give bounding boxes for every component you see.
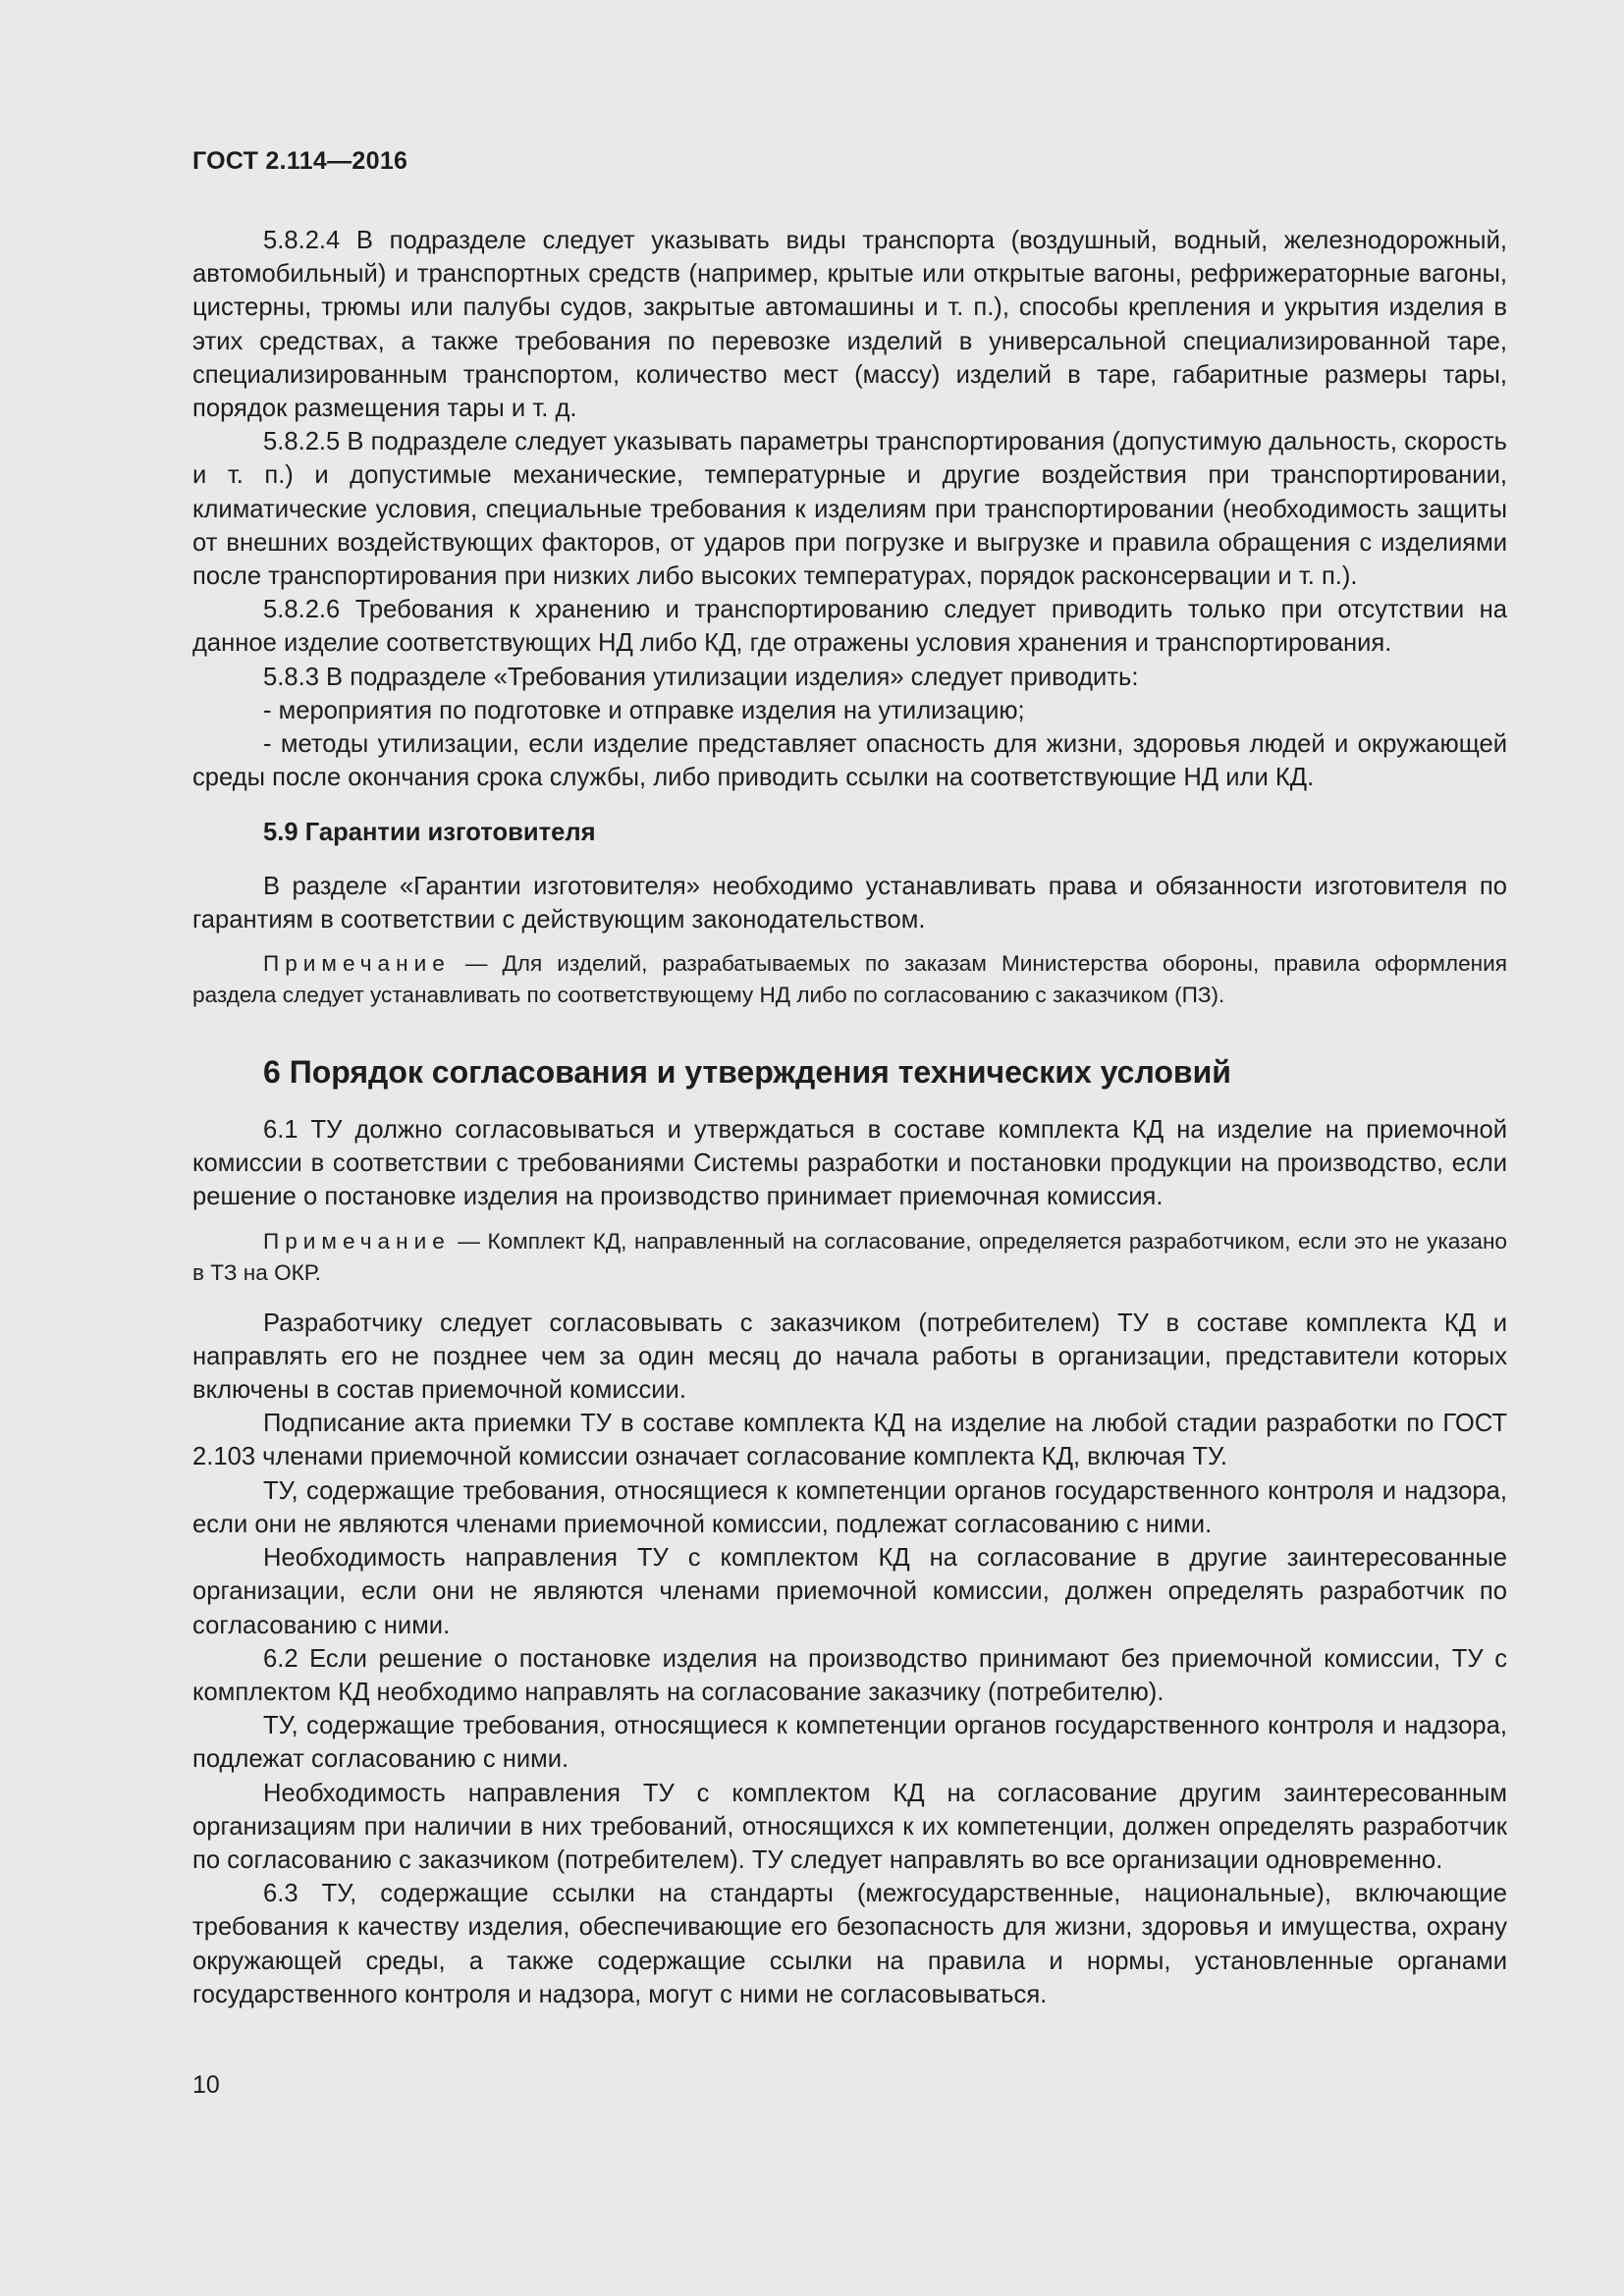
list-item: - мероприятия по подготовке и отправке изделия на утилизацию; (263, 696, 1025, 724)
paragraph-6-2: 6.2 Если решение о постановке изделия на производство принимают без приемочной комиссии, ТУ с комплектом КД необходимо направлять на согласование заказчику (потребителю). (192, 1644, 1507, 1706)
paragraph: ТУ, содержащие требования, относящиеся к компетенции органов государственного контроля и надзора, подлежат согласованию с ними. (192, 1712, 1507, 1774)
note-label: Примечание (263, 1228, 451, 1254)
list-item: - методы утилизации, если изделие представляет опасность для жизни, здоровья людей и окружающей среды после окончания срока службы, либо приводить ссылки на соответствующие НД или КД. (192, 730, 1507, 792)
paragraph-5-8-2-4: 5.8.2.4 В подразделе следует указывать виды транспорта (воздушный, водный, железнодорожный, автомобильный) и транспортных средств (например, крытые или открытые вагоны, рефрижераторные вагоны, цистерны, трюмы или палубы судов, закрытые автомашины и т. п.), способы крепления и укрытия изделия в этих средствах, а также требования по перевозке изделий в универсальной специализированной таре, специализированным транспортом, количество мест (массу) изделий в таре, габаритные размеры тары, порядок размещения тары и т. д. (192, 227, 1507, 423)
note-5-9 (192, 948, 1507, 1011)
paragraph: Необходимость направления ТУ с комплектом КД на согласование в другие заинтересованные организации, если они не являются членами приемочной комиссии, должен определять разработчик по согласованию с ними. (192, 1544, 1507, 1639)
note-label: Примечание (263, 951, 451, 977)
paragraph: Разработчику следует согласовывать с заказчиком (потребителем) ТУ в составе комплекта КД и направлять его не позднее чем за один месяц до начала работы в организации, представители которых включены в состав приемочной комиссии. (192, 1308, 1507, 1405)
section-title-5-9: 5.9 Гарантии изготовителя (263, 819, 596, 847)
paragraph-6-3: 6.3 ТУ, содержащие ссылки на стандарты (межгосударственные, национальные), включающие требования к качеству изделия, обеспечивающие его безопасность для жизни, здоровья и имущества, охрану окружающей среды, а также содержащие ссылки на правила и нормы, установленные органами государственного контроля и надзора, могут с ними не согласовываться. (192, 1880, 1507, 2008)
note-text: Для изделий, разрабатываемых по заказам Министерства обороны, правила оформления раздела следует устанавливать по соответствующему НД либо по согласованию с заказчиком (ПЗ). (192, 951, 1507, 1008)
chapter-title-6: 6 Порядок согласования и утверждения технических условий (263, 1054, 1231, 1091)
document-header: ГОСТ 2.114—2016 (192, 147, 408, 175)
paragraph: Подписание акта приемки ТУ в составе комплекта КД на изделие на любой стадии разработки по ГОСТ 2.103 членами приемочной комиссии означает согласование комплекта КД, включая ТУ. (192, 1410, 1507, 1471)
paragraph-5-9: В разделе «Гарантии изготовителя» необходимо устанавливать права и обязанности изготовителя по гарантиям в соответствии с действующим законодательством. (192, 872, 1507, 934)
note-dash: — (450, 1228, 488, 1254)
note-6-1 (192, 1226, 1507, 1289)
paragraph-5-8-3: 5.8.3 В подразделе «Требования утилизации изделия» следует приводить: (263, 663, 1139, 691)
note-text: Комплект КД, направленный на согласование, определяется разработчиком, если это не указано в ТЗ на ОКР. (192, 1228, 1507, 1285)
paragraph-5-8-2-5: 5.8.2.5 В подразделе следует указывать параметры транспортирования (допустимую дальность, скорость и т. п.) и допустимые механические, температурные и другие воздействия при транспортировании, климатические условия, специальные требования к изделиям при транспортировании (необходимость защиты от внешних воздействующих факторов, от ударов при погрузке и выгрузке и правила обращения с изделиями после транспортирования при низких либо высоких температурах, порядок расконсервации и т. п.). (192, 428, 1507, 591)
paragraph-5-8-2-6: 5.8.2.6 Требования к хранению и транспортированию следует приводить только при отсутствии на данное изделие соответствующих НД либо КД, где отражены условия хранения и транспортирования. (192, 596, 1507, 658)
paragraph-6-1: 6.1 ТУ должно согласовываться и утверждаться в составе комплекта КД на изделие на приемочной комиссии в соответствии с требованиями Системы разработки и постановки продукции на производство, если решение о постановке изделия на производство принимает приемочная комиссия. (192, 1116, 1507, 1211)
paragraph: Необходимость направления ТУ с комплектом КД на согласование другим заинтересованным организациям при наличии в них требований, относящихся к их компетенции, должен определять разработчик по согласованию с заказчиком (потребителем). ТУ следует направлять во все организации одновременно. (192, 1779, 1507, 1874)
page-content (192, 224, 1507, 2011)
note-dash: — (450, 951, 503, 977)
paragraph: ТУ, содержащие требования, относящиеся к компетенции органов государственного контроля и надзора, если они не являются членами приемочной комиссии, подлежат согласованию с ними. (192, 1476, 1507, 1538)
page-number: 10 (192, 2071, 220, 2099)
